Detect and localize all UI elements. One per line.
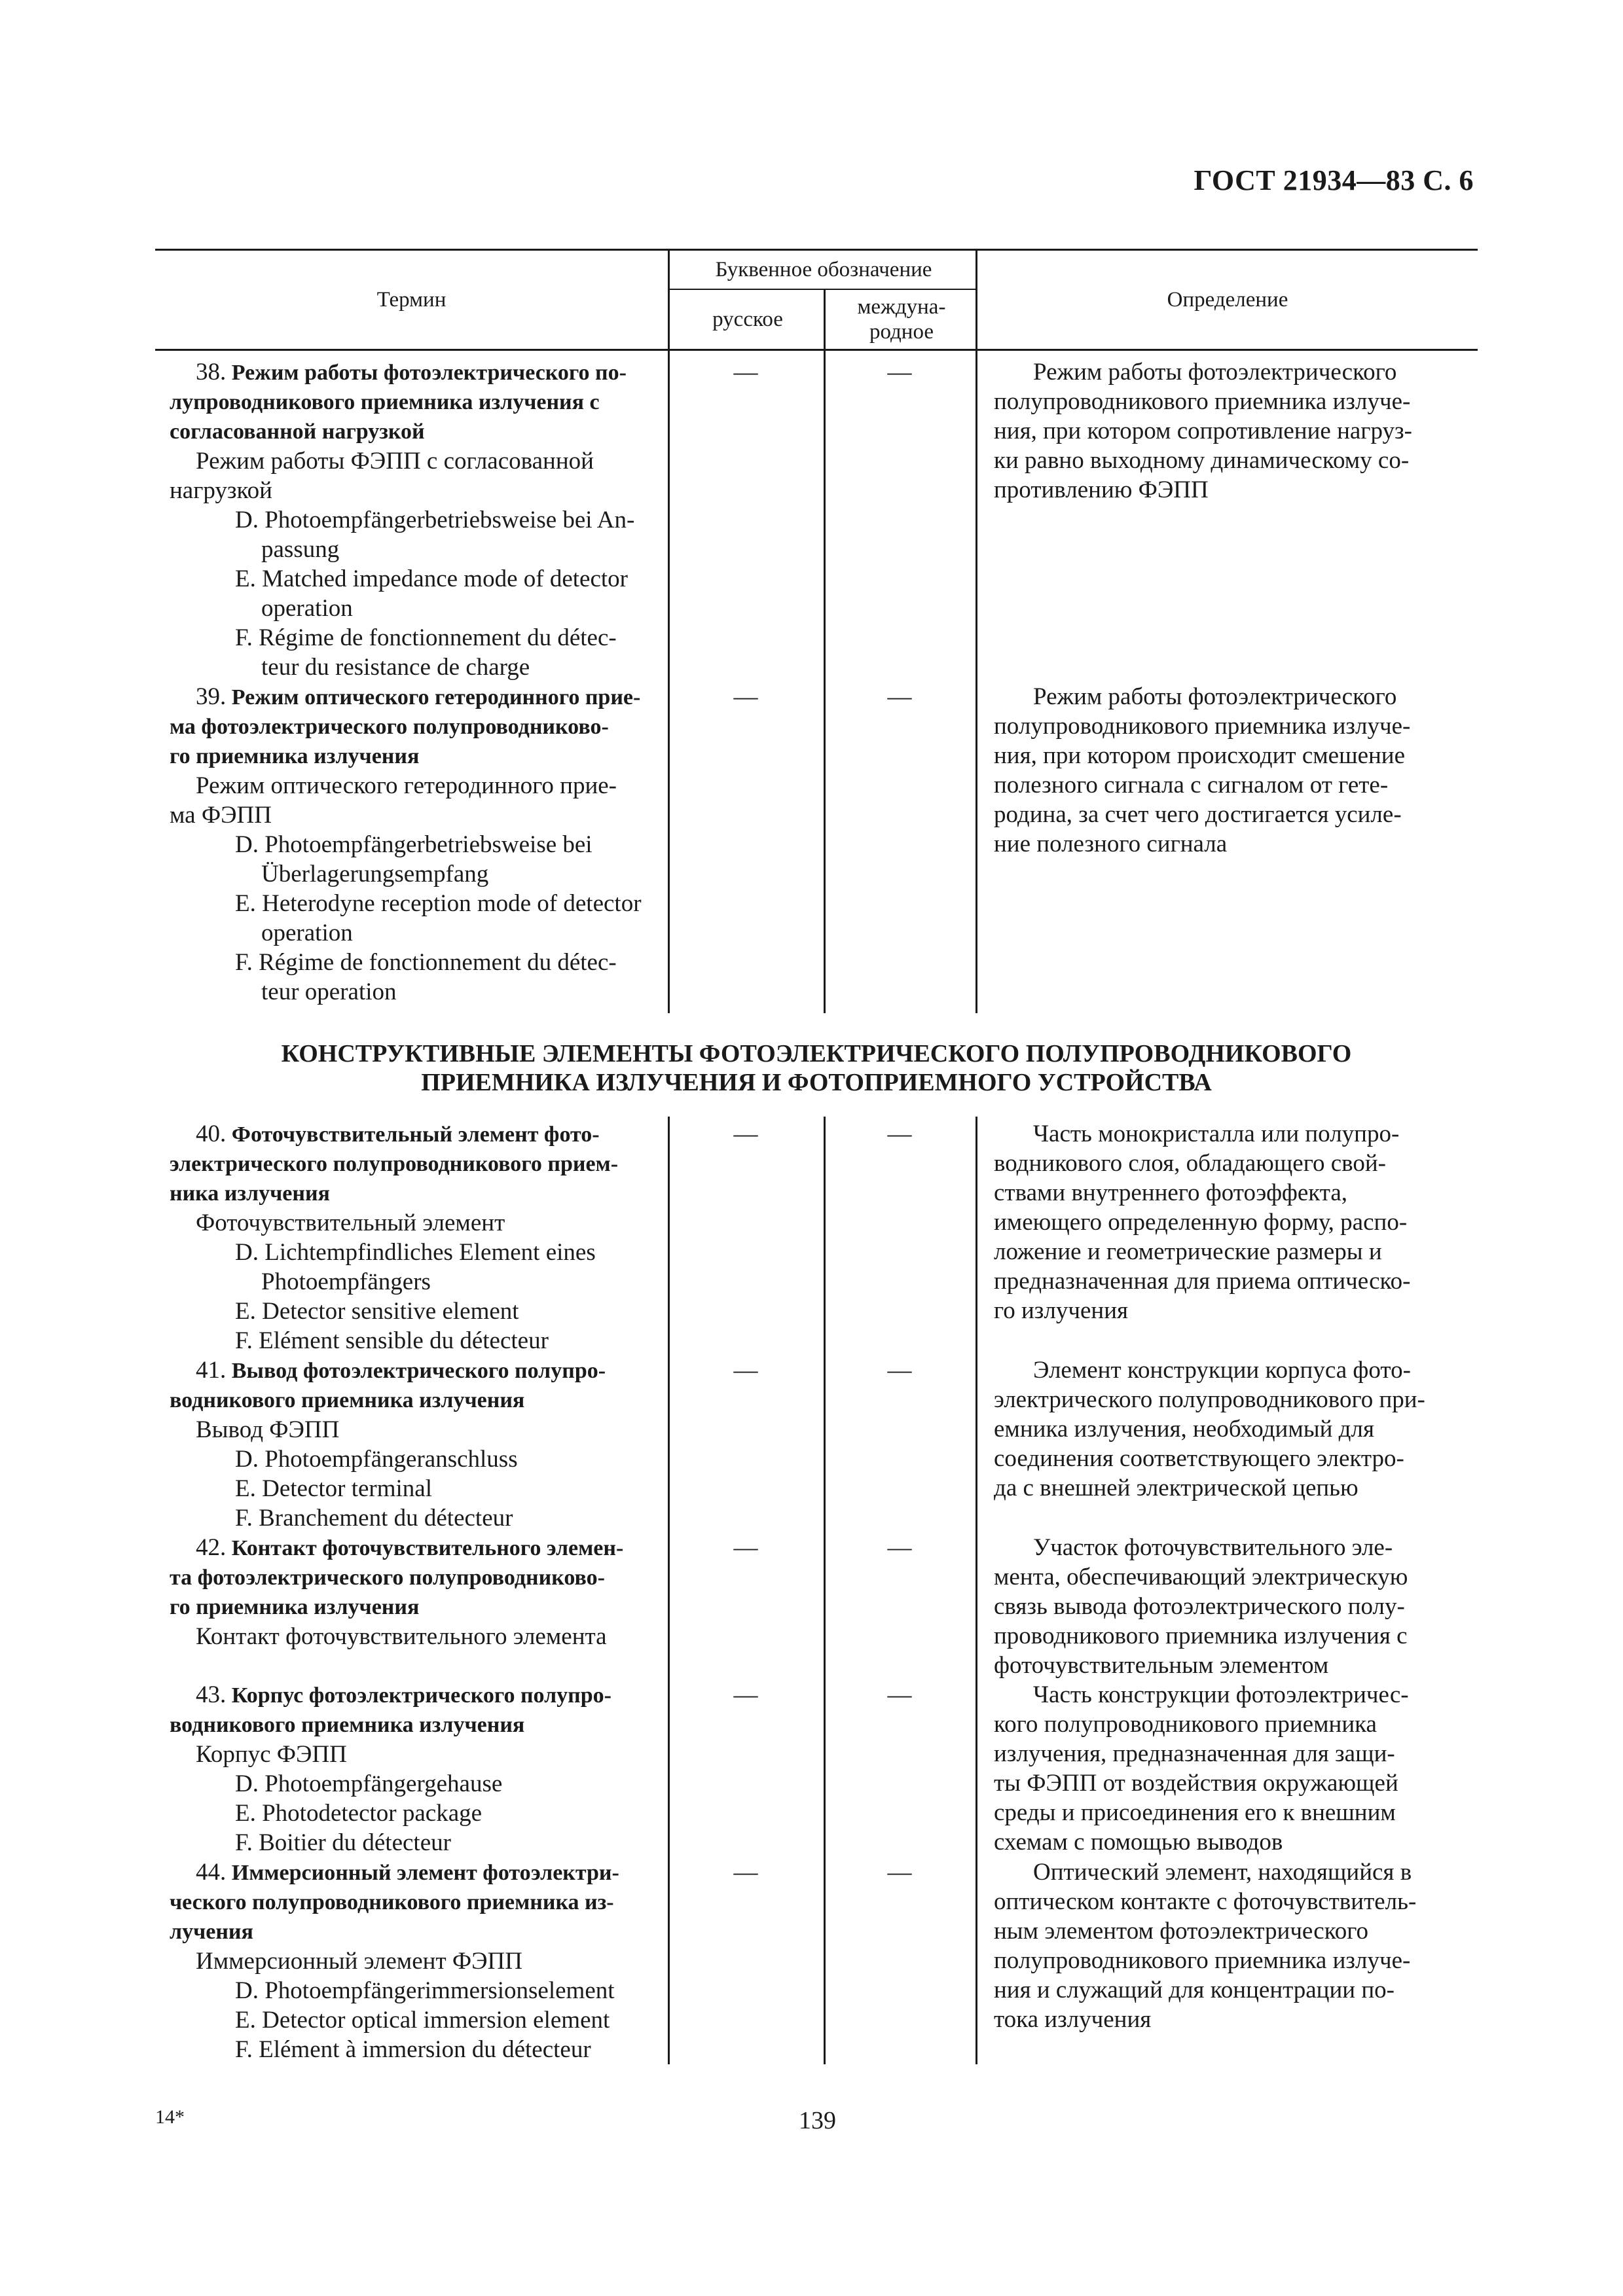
russian-symbol-cell: — — [733, 1357, 758, 1384]
term-short-line: Корпус ФЭПП — [196, 1741, 347, 1768]
foreign-line: D. Photoempfängergehause — [235, 1770, 503, 1797]
term-cell — [155, 357, 668, 682]
column-divider — [976, 1117, 977, 2064]
definition-cell — [976, 1533, 1478, 1680]
foreign-line: Photoempfängers — [261, 1268, 431, 1295]
foreign-line: E. Detector terminal — [235, 1475, 433, 1502]
definition-cell — [976, 1680, 1478, 1857]
term-title-line — [170, 1680, 668, 1710]
term-short-line: ма ФЭПП — [170, 802, 272, 829]
column-divider — [824, 351, 826, 1013]
definition-line: Режим работы фотоэлектрического — [1033, 359, 1397, 386]
definition-line: предназначенная для приема оптическо- — [994, 1268, 1411, 1295]
definition-line: ния, при котором происходит смешение — [994, 742, 1406, 769]
term-title-text: Вывод фотоэлектрического полупро- — [231, 1359, 606, 1383]
term-foreign-equivalent — [170, 564, 668, 623]
definition-line: ния и служащий для концентрации по- — [994, 1977, 1395, 2003]
term-title-line — [170, 682, 668, 712]
definition-cell — [976, 1119, 1478, 1355]
term-short-line: Режим оптического гетеродинного прие- — [196, 772, 617, 799]
russian-symbol-cell: — — [733, 359, 758, 386]
foreign-line: passung — [261, 536, 340, 563]
term-title-line: лупроводникового приемника излучения с — [170, 390, 600, 414]
definition-line: го излучения — [994, 1297, 1129, 1324]
international-symbol-cell: — — [887, 1859, 912, 1886]
foreign-line: operation — [261, 920, 353, 946]
table-row — [155, 357, 1478, 682]
definition-line: ние полезного сигнала — [994, 831, 1228, 857]
russian-symbol-cell: — — [733, 1534, 758, 1561]
column-divider — [668, 351, 670, 1013]
foreign-line: teur operation — [261, 978, 397, 1005]
term-foreign-equivalent — [170, 1297, 668, 1326]
russian-symbol-cell: — — [733, 1681, 758, 1708]
definition-line: схемам с помощью выводов — [994, 1829, 1283, 1856]
term-title-line: согласованной нагрузкой — [170, 420, 425, 444]
table-row — [155, 682, 1478, 1007]
foreign-line: E. Photodetector package — [235, 1800, 483, 1827]
definition-line: ложение и геометрические размеры и — [994, 1238, 1382, 1265]
table-section-b — [155, 1117, 1478, 2064]
definition-line: мента, обеспечивающий электрическую — [994, 1564, 1408, 1590]
definition-line: да с внешней электрической цепью — [994, 1475, 1359, 1501]
foreign-line: E. Heterodyne reception mode of detector — [235, 890, 642, 917]
term-title-line: го приемника излучения — [170, 1595, 420, 1619]
header-letter-designation: Буквенное обозначение — [715, 258, 932, 281]
definition-line: кого полупроводникового приемника — [994, 1711, 1377, 1738]
term-title-line: электрического полупроводникового прием- — [170, 1152, 619, 1176]
term-foreign-equivalent — [170, 1444, 668, 1474]
term-title-line — [170, 1119, 668, 1149]
definition-line: противлению ФЭПП — [994, 476, 1209, 503]
definition-line: связь вывода фотоэлектрического полу- — [994, 1593, 1405, 1620]
table-row — [155, 1680, 1478, 1857]
term-foreign-equivalent — [170, 830, 668, 889]
foreign-line: F. Régime de fonctionnement du détec- — [235, 949, 617, 976]
term-title-line — [170, 1533, 668, 1563]
definition-line: имеющего определенную форму, распо- — [994, 1209, 1408, 1236]
definition-cell — [976, 682, 1478, 1007]
definition-line: родина, за счет чего достигается усиле- — [994, 801, 1402, 828]
term-cell — [155, 1355, 668, 1533]
definition-line: Часть конструкции фотоэлектричес- — [1033, 1681, 1409, 1708]
term-cell — [155, 1119, 668, 1355]
header-definition: Определение — [1167, 288, 1288, 312]
foreign-line: E. Detector optical immersion element — [235, 2007, 610, 2034]
term-foreign-equivalent — [170, 1799, 668, 1828]
definition-line: среды и присоединения его к внешним — [994, 1799, 1396, 1826]
definition-line: водникового слоя, обладающего свой- — [994, 1150, 1386, 1177]
term-foreign-equivalent — [170, 2005, 668, 2035]
foreign-line: E. Detector sensitive element — [235, 1298, 519, 1325]
section-heading — [155, 1013, 1478, 1117]
foreign-line: F. Boitier du détecteur — [235, 1829, 451, 1856]
column-divider — [824, 1117, 826, 2064]
term-foreign-equivalent — [170, 1326, 668, 1355]
term-title-line: ника излучения — [170, 1181, 330, 1206]
definition-line: Режим работы фотоэлектрического — [1033, 683, 1397, 710]
foreign-line: F. Branchement du détecteur — [235, 1505, 513, 1532]
foreign-line: F. Régime de fonctionnement du détec- — [235, 624, 617, 651]
header-international-line-2: родное — [869, 320, 934, 344]
term-foreign-equivalent — [170, 1769, 668, 1799]
definition-line: Участок фоточувствительного эле- — [1033, 1534, 1393, 1561]
term-title-text: Режим оптического гетеродинного прие- — [231, 685, 641, 709]
definition-cell — [976, 357, 1478, 682]
foreign-line: F. Elément à immersion du détecteur — [235, 2036, 591, 2063]
term-foreign-equivalent — [170, 505, 668, 564]
term-number: 42. — [196, 1534, 227, 1561]
term-foreign-equivalent — [170, 948, 668, 1007]
term-title-text: Контакт фоточувствительного элемен- — [231, 1536, 624, 1560]
term-title-line: ческого полупроводникового приемника из- — [170, 1890, 614, 1914]
term-foreign-equivalent — [170, 889, 668, 948]
term-title-line: водникового приемника излучения — [170, 1388, 525, 1412]
definition-line: полупроводникового приемника излуче- — [994, 388, 1411, 415]
russian-symbol-cell: — — [733, 1859, 758, 1886]
definition-line: Часть монокристалла или полупро- — [1033, 1121, 1400, 1147]
foreign-line: operation — [261, 595, 353, 622]
term-number: 41. — [196, 1357, 227, 1384]
table-section-a — [155, 351, 1478, 1013]
document-code: ГОСТ 21934—83 С. 6 — [1194, 164, 1474, 196]
term-number: 39. — [196, 683, 227, 710]
header-international-line-1: междуна- — [857, 295, 946, 319]
international-symbol-cell: — — [887, 1357, 912, 1384]
term-title-line: лучения — [170, 1920, 253, 1944]
definition-line: проводникового приемника излучения с — [994, 1623, 1408, 1649]
term-cell — [155, 1533, 668, 1680]
page-number: 139 — [799, 2107, 836, 2134]
table-header — [155, 249, 1478, 351]
table-row — [155, 1119, 1478, 1355]
term-foreign-equivalent — [170, 2035, 668, 2064]
term-short-line: Режим работы ФЭПП с согласованной — [196, 448, 594, 475]
foreign-line: D. Photoempfängerbetriebsweise bei An- — [235, 507, 635, 533]
term-number: 43. — [196, 1681, 227, 1708]
definition-line: тока излучения — [994, 2006, 1152, 2033]
term-cell — [155, 1857, 668, 2064]
definition-cell — [976, 1355, 1478, 1533]
term-cell — [155, 1680, 668, 1857]
definition-line: полупроводникового приемника излуче- — [994, 1947, 1411, 1974]
table-row — [155, 1533, 1478, 1680]
term-title-text: Фоточувствительный элемент фото- — [231, 1122, 600, 1147]
definition-line: ным элементом фотоэлектрического — [994, 1918, 1369, 1945]
russian-symbol-cell: — — [733, 1121, 758, 1147]
foreign-line: Überlagerungsempfang — [261, 861, 489, 888]
term-short-line: Фоточувствительный элемент — [196, 1210, 505, 1236]
definition-line: ты ФЭПП от воздействия окружающей — [994, 1770, 1398, 1797]
term-title-line: ма фотоэлектрического полупроводниково- — [170, 715, 609, 739]
term-number: 38. — [196, 359, 227, 386]
definition-line: оптическом контакте с фоточувствитель- — [994, 1888, 1417, 1915]
table-row — [155, 1857, 1478, 2064]
section-heading-line-2: ПРИЕМНИКА ИЗЛУЧЕНИЯ И ФОТОПРИЕМНОГО УСТРОЙСТВА — [421, 1069, 1212, 1096]
definition-line: полупроводникового приемника излуче- — [994, 713, 1411, 740]
definition-line: ния, при котором сопротивление нагруз- — [994, 418, 1412, 444]
russian-symbol-cell: — — [733, 683, 758, 710]
foreign-line: D. Photoempfängeranschluss — [235, 1446, 518, 1473]
table-row — [155, 1355, 1478, 1533]
header-term: Термин — [376, 288, 447, 312]
footer-mark: 14* — [155, 2106, 185, 2128]
definition-line: излучения, предназначенная для защи- — [994, 1740, 1395, 1767]
foreign-line: E. Matched impedance mode of detector — [235, 565, 628, 592]
term-title-text: Режим работы фотоэлектрического по- — [231, 361, 627, 385]
definition-line: Элемент конструкции корпуса фото- — [1033, 1357, 1411, 1384]
international-symbol-cell: — — [887, 359, 912, 386]
term-short-line: Вывод ФЭПП — [196, 1416, 340, 1443]
definition-line: полезного сигнала с сигналом от гете- — [994, 772, 1389, 798]
international-symbol-cell: — — [887, 1534, 912, 1561]
term-foreign-equivalent — [170, 623, 668, 682]
foreign-line: D. Lichtempfindliches Element eines — [235, 1239, 596, 1266]
terms-table — [155, 249, 1478, 2064]
term-title-line: та фотоэлектрического полупроводниково- — [170, 1566, 605, 1590]
definition-line: ки равно выходному динамическому со- — [994, 447, 1410, 474]
term-foreign-equivalent — [170, 1503, 668, 1533]
term-title-line — [170, 357, 668, 387]
international-symbol-cell: — — [887, 683, 912, 710]
header-international — [826, 290, 977, 349]
definition-cell — [976, 1857, 1478, 2064]
term-short-line: Иммерсионный элемент ФЭПП — [196, 1948, 522, 1975]
definition-line: емника излучения, необходимый для — [994, 1416, 1374, 1443]
term-foreign-equivalent — [170, 1474, 668, 1503]
term-title-text: Иммерсионный элемент фотоэлектри- — [231, 1861, 619, 1885]
foreign-line: teur du resistance de charge — [261, 654, 530, 681]
term-title-line: водникового приемника излучения — [170, 1713, 525, 1737]
international-symbol-cell: — — [887, 1681, 912, 1708]
term-cell — [155, 682, 668, 1007]
term-foreign-equivalent — [170, 1238, 668, 1297]
term-foreign-equivalent — [170, 1976, 668, 2005]
term-title-line — [170, 1355, 668, 1386]
section-heading-line-1: КОНСТРУКТИВНЫЕ ЭЛЕМЕНТЫ ФОТОЭЛЕКТРИЧЕСКОГО ПОЛУПРОВОДНИКОВОГО — [281, 1040, 1352, 1067]
foreign-line: F. Elément sensible du détecteur — [235, 1327, 549, 1354]
foreign-line: D. Photoempfängerimmersionselement — [235, 1977, 615, 2004]
foreign-line: D. Photoempfängerbetriebsweise bei — [235, 831, 593, 858]
definition-line: фоточувствительным элементом — [994, 1652, 1329, 1679]
definition-line: электрического полупроводникового при- — [994, 1386, 1425, 1413]
term-title-text: Корпус фотоэлектрического полупро- — [231, 1683, 611, 1708]
term-title-line: го приемника излучения — [170, 744, 420, 768]
term-short-line: Контакт фоточувствительного элемента — [196, 1623, 607, 1650]
term-number: 44. — [196, 1859, 227, 1886]
header-russian: русское — [712, 308, 783, 331]
term-short-line: нагрузкой — [170, 477, 272, 504]
term-foreign-equivalent — [170, 1828, 668, 1857]
international-symbol-cell: — — [887, 1121, 912, 1147]
column-divider — [668, 1117, 670, 2064]
term-number: 40. — [196, 1121, 227, 1147]
column-divider — [976, 351, 977, 1013]
definition-line: Оптический элемент, находящийся в — [1033, 1859, 1412, 1886]
definition-line: соединения соответствующего электро- — [994, 1445, 1404, 1472]
term-title-line — [170, 1857, 668, 1888]
definition-line: ствами внутреннего фотоэффекта, — [994, 1179, 1348, 1206]
